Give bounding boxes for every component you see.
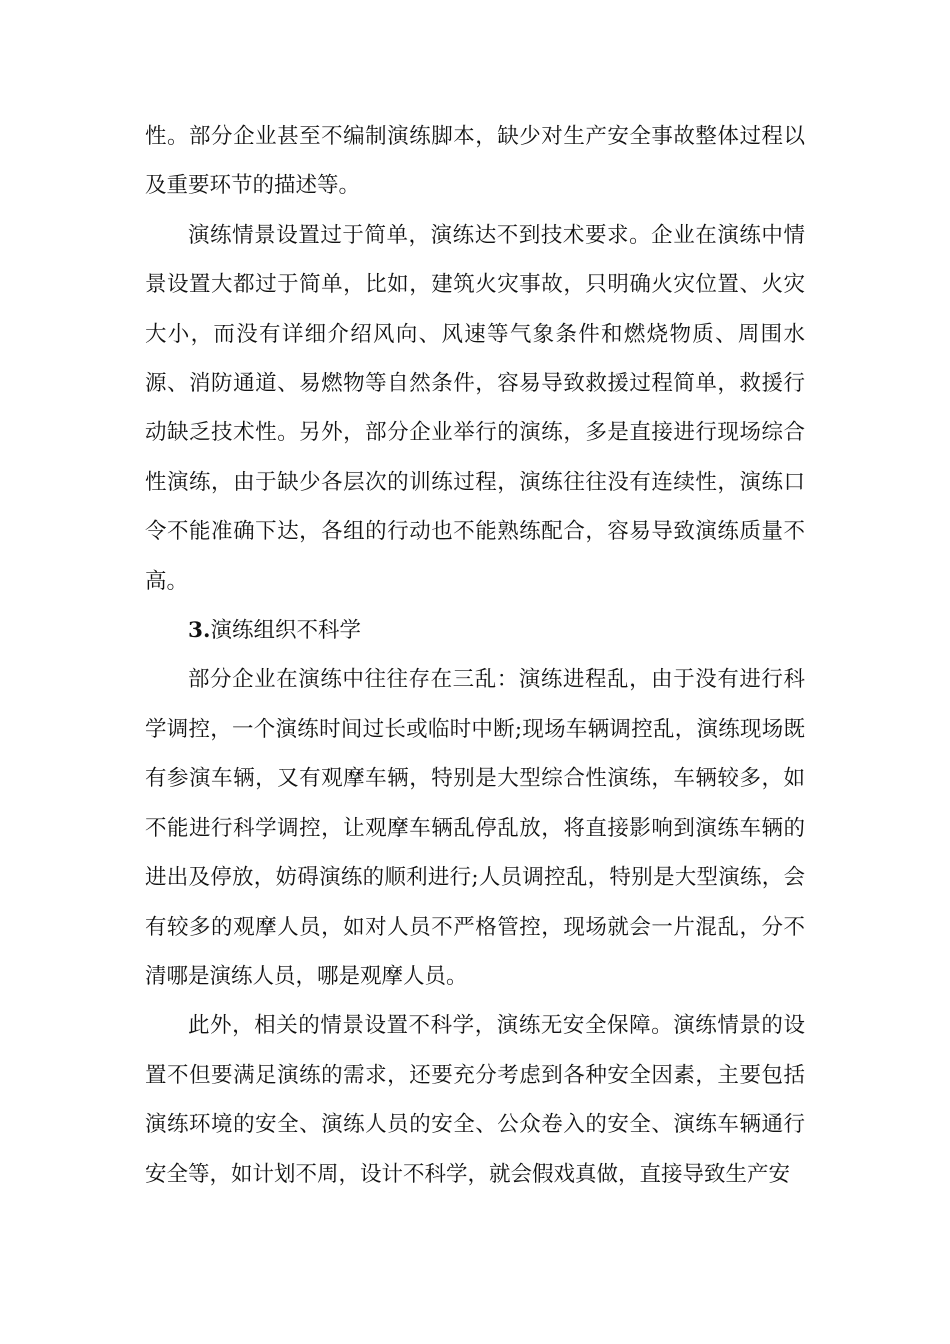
paragraph-scenario-setting: 演练情景设置过于简单，演练达不到技术要求。企业在演练中情景设置大都过于简单，比如，建筑火灾事故，只明确火灾位置、火灾大小，而没有详细介绍风向、风速等气象条件和燃烧物质、周围水源、消防通道、易燃物等自然条件，容易导致救援过程简单，救援行动缺乏技术性。另外，部分企业举行的演练，多是直接进行现场综合性演练，由于缺少各层次的训练过程，演练往往没有连续性，演练口令不能准确下达，各组的行动也不能熟练配合，容易导致演练质量不高。	[145, 222, 805, 594]
section-heading-title: 演练组织不科学	[210, 618, 361, 644]
paragraph-three-chaos: 部分企业在演练中往往存在三乱：演练进程乱，由于没有进行科学调控，一个演练时间过长或临时中断;现场车辆调控乱，演练现场既有参演车辆，又有观摩车辆，特别是大型综合性演练，车辆较多，如不能进行科学调控，让观摩车辆乱停乱放，将直接影响到演练车辆的进出及停放，妨碍演练的顺利进行;人员调控乱，特别是大型演练，会有较多的观摩人员，如对人员不严格管控，现场就会一片混乱，分不清哪是演练人员，哪是观摩人员。	[145, 667, 805, 989]
paragraph-continuation: 性。部分企业甚至不编制演练脚本，缺少对生产安全事故整体过程以及重要环节的描述等。	[145, 124, 805, 199]
section-heading	[145, 606, 805, 655]
paragraph-safety: 此外，相关的情景设置不科学，演练无安全保障。演练情景的设置不但要满足演练的需求，还要充分考虑到各种安全因素，主要包括演练环境的安全、演练人员的安全、公众卷入的安全、演练车辆通行安全等，如计划不周，设计不科学，就会假戏真做，直接导致生产安	[145, 1013, 805, 1187]
body-text	[145, 112, 805, 1199]
section-heading-number: 3.	[188, 618, 211, 644]
